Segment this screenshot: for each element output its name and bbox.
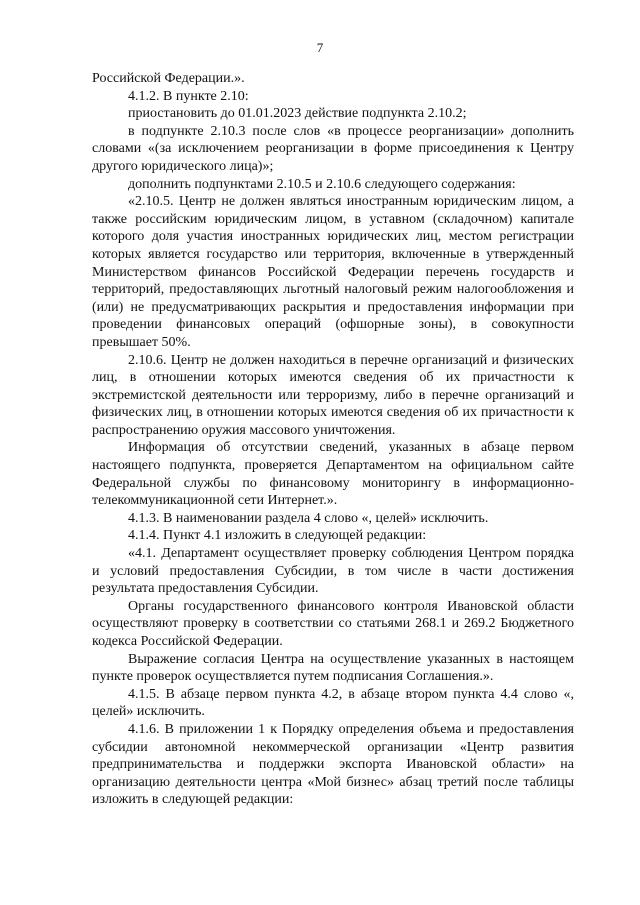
paragraph: Выражение согласия Центра на осуществление указанных в настоящем пункте проверок осуществляется путем подписания Соглашения.». [92,651,574,685]
page-number: 7 [316,40,324,55]
paragraph: 4.1.2. В пункте 2.10: [128,88,249,104]
paragraph: Российской Федерации.». [92,71,245,86]
paragraph: 4.1.5. В абзаце первом пункта 4.2, в абзаце втором пункта 4.4 слово «, целей» исключить. [92,686,574,720]
paragraph: 4.1.6. В приложении 1 к Порядку определения объема и предоставления субсидии автономной некоммерческой организации «Центр развития предпринимательства и поддержки экспорта Ивановской области» на организацию деятельности центра «Мой бизнес» абзац третий после таблицы изложить в следующей редакции: [92,721,574,808]
paragraph: «2.10.5. Центр не должен являться иностранным юридическим лицом, а также российским юридическим лицом, в уставном (складочном) капитале которого доля участия иностранных юридических лиц, местом регистрации которых является государство или территория, включенные в утвержденный Министерством финансов Российской Федерации перечень государств и территорий, предоставляющих льготный налоговый режим налогообложения и (или) не предусматривающих раскрытия и предоставления информации при проведении финансовых операций (офшорные зоны), в совокупности превышает 50%. [92,194,574,350]
paragraph: 4.1.3. В наименовании раздела 4 слово «, целей» исключить. [128,510,489,526]
paragraph: дополнить подпунктами 2.10.5 и 2.10.6 следующего содержания: [128,176,516,192]
paragraph: приостановить до 01.01.2023 действие подпункта 2.10.2; [128,106,467,122]
paragraph: в подпункте 2.10.3 после слов «в процессе реорганизации» дополнить словами «(за исключением реорганизации в форме присоединения к Центру другого юридического лица)»; [92,123,574,174]
paragraph: Информация об отсутствии сведений, указанных в абзаце первом настоящего подпункта, проверяется Департаментом на официальном сайте Федеральной службы по финансовому мониторингу в информационно-телекоммуникационной сети Интернет.». [92,440,574,509]
paragraph: «4.1. Департамент осуществляет проверку соблюдения Центром порядка и условий предоставления Субсидии, в том числе в части достижения результата предоставления Субсидии. [92,546,574,597]
paragraph: 4.1.4. Пункт 4.1 изложить в следующей редакции: [128,528,427,544]
paragraph: Органы государственного финансового контроля Ивановской области осуществляют проверку в соответствии со статьями 268.1 и 269.2 Бюджетного кодекса Российской Федерации. [92,598,574,649]
document-body [92,70,574,809]
paragraph: 2.10.6. Центр не должен находиться в перечне организаций и физических лиц, в отношении которых имеются сведения об их причастности к экстремистской деятельности или терроризму, либо в перечне организаций и физических лиц, в отношении которых имеются сведения об их причастности к распространению оружия массового уничтожения. [92,352,574,438]
